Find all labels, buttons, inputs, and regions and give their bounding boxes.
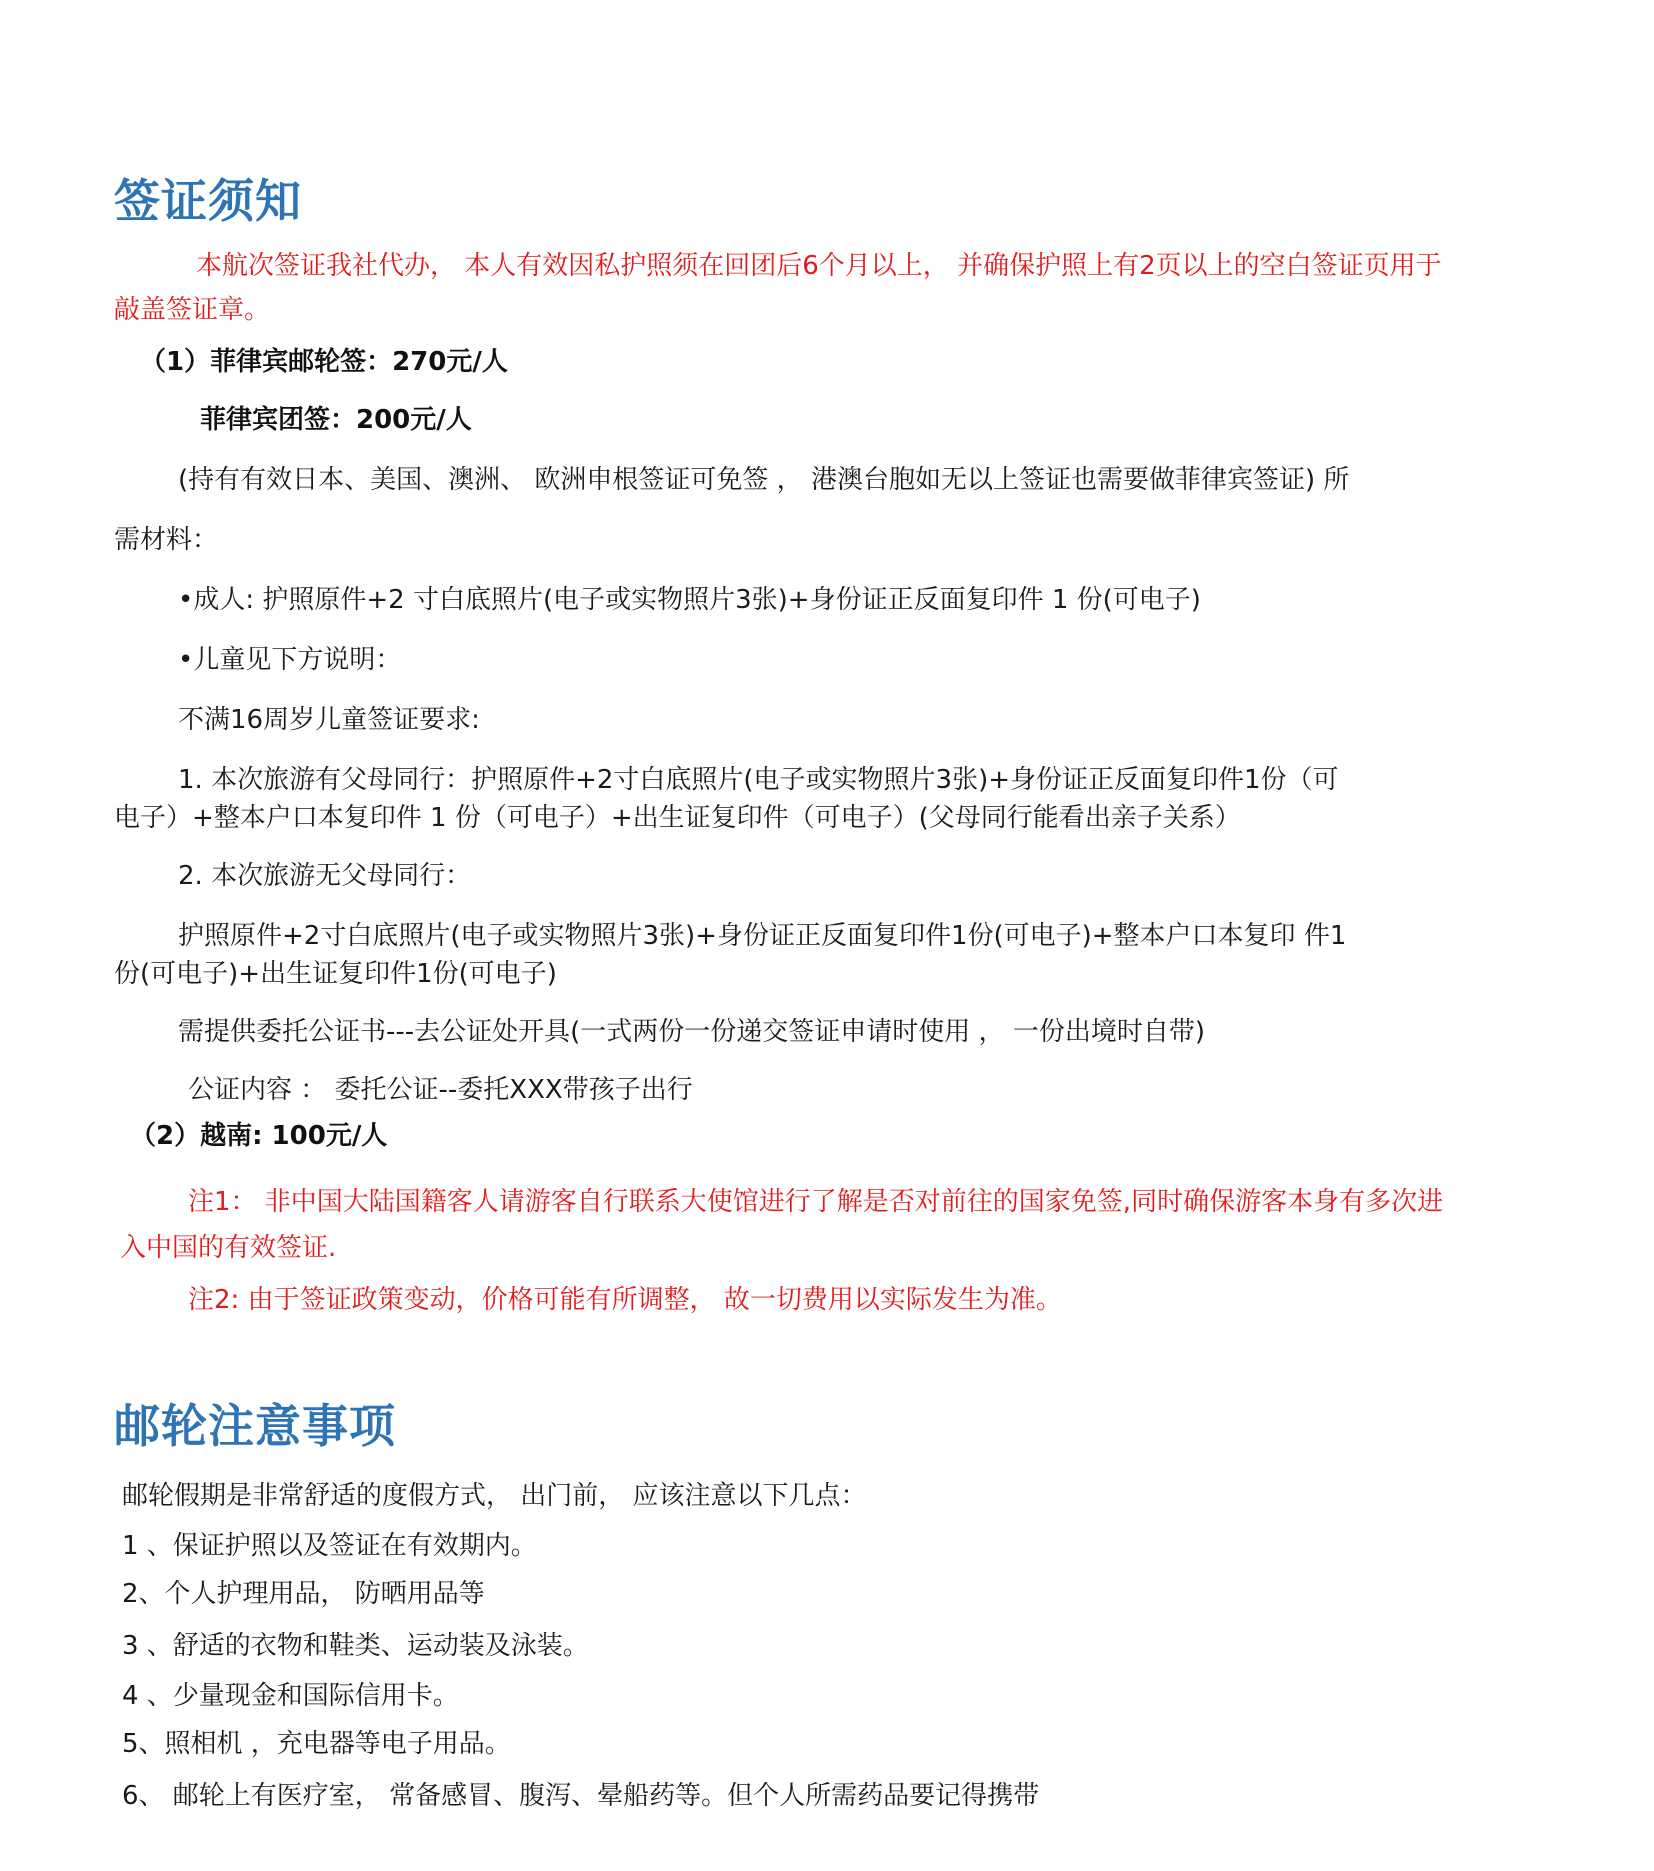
without-parents-line-2: 份(可电子)+出生证复印件1份(可电子): [114, 959, 557, 989]
vietnam-visa-price: （2）越南: 100元/人: [130, 1121, 388, 1151]
notary-content: 公证内容 ： 委托公证--委托XXX带孩子出行: [188, 1075, 693, 1105]
notary-requirement: 需提供委托公证书---去公证处开具(一式两份一份递交签证申请时使用 ， 一份出境时自带): [178, 1017, 1205, 1047]
note-1-line-1: 注1： 非中国大陆国籍客人请游客自行联系大使馆进行了解是否对前往的国家免签,同时确保游客本身有多次进: [188, 1187, 1444, 1217]
philippines-cruise-visa-price: （1）菲律宾邮轮签：270元/人: [140, 347, 508, 377]
visa-intro-line-2: 敲盖签证章。: [114, 295, 271, 325]
cruise-item-1: 1 、保证护照以及签证在有效期内。: [122, 1531, 537, 1561]
cruise-item-5: 5、照相机 ，充电器等电子用品。: [122, 1729, 511, 1759]
without-parents-heading: 2. 本次旅游无父母同行：: [178, 861, 472, 891]
cruise-item-6: 6、 邮轮上有医疗室， 常备感冒、腹泻、晕船药等。但个人所需药品要记得携带: [122, 1781, 1040, 1811]
visa-section-title: 签证须知: [114, 174, 302, 228]
note-1-line-2: 入中国的有效签证.: [120, 1233, 337, 1263]
child-see-below: •儿童见下方说明：: [178, 645, 402, 675]
under-16-heading: 不满16周岁儿童签证要求:: [178, 705, 480, 735]
visa-exemption-line-1: (持有有效日本、美国、澳洲、 欧洲申根签证可免签 ， 港澳台胞如无以上签证也需要做菲律宾签证) 所: [178, 465, 1350, 495]
cruise-intro: 邮轮假期是非常舒适的度假方式， 出门前， 应该注意以下几点：: [122, 1481, 867, 1511]
without-parents-line-1: 护照原件+2寸白底照片(电子或实物照片3张)+身份证正反面复印件1份(可电子)+整本户口本复印 件1: [178, 921, 1347, 951]
with-parents-line-1: 1. 本次旅游有父母同行：护照原件+2寸白底照片(电子或实物照片3张)+身份证正反面复印件1份（可: [178, 765, 1339, 795]
cruise-item-3: 3 、舒适的衣物和鞋类、运动装及泳装。: [122, 1631, 589, 1661]
visa-intro-line-1: 本航次签证我社代办， 本人有效因私护照须在回团后6个月以上， 并确保护照上有2页以上的空白签证页用于: [196, 251, 1442, 281]
cruise-item-4: 4 、少量现金和国际信用卡。: [122, 1681, 459, 1711]
adult-requirements: •成人: 护照原件+2 寸白底照片(电子或实物照片3张)+身份证正反面复印件 1 份(可电子): [178, 585, 1201, 615]
cruise-item-2: 2、个人护理用品， 防晒用品等: [122, 1579, 485, 1609]
philippines-group-visa-price: 菲律宾团签：200元/人: [200, 405, 472, 435]
with-parents-line-2: 电子）+整本户口本复印件 1 份（可电子）+出生证复印件（可电子）(父母同行能看出亲子关系）: [114, 803, 1241, 833]
note-2: 注2: 由于签证政策变动，价格可能有所调整， 故一切费用以实际发生为准。: [188, 1285, 1062, 1315]
cruise-section-title: 邮轮注意事项: [114, 1399, 396, 1453]
visa-exemption-line-2: 需材料：: [114, 525, 219, 555]
